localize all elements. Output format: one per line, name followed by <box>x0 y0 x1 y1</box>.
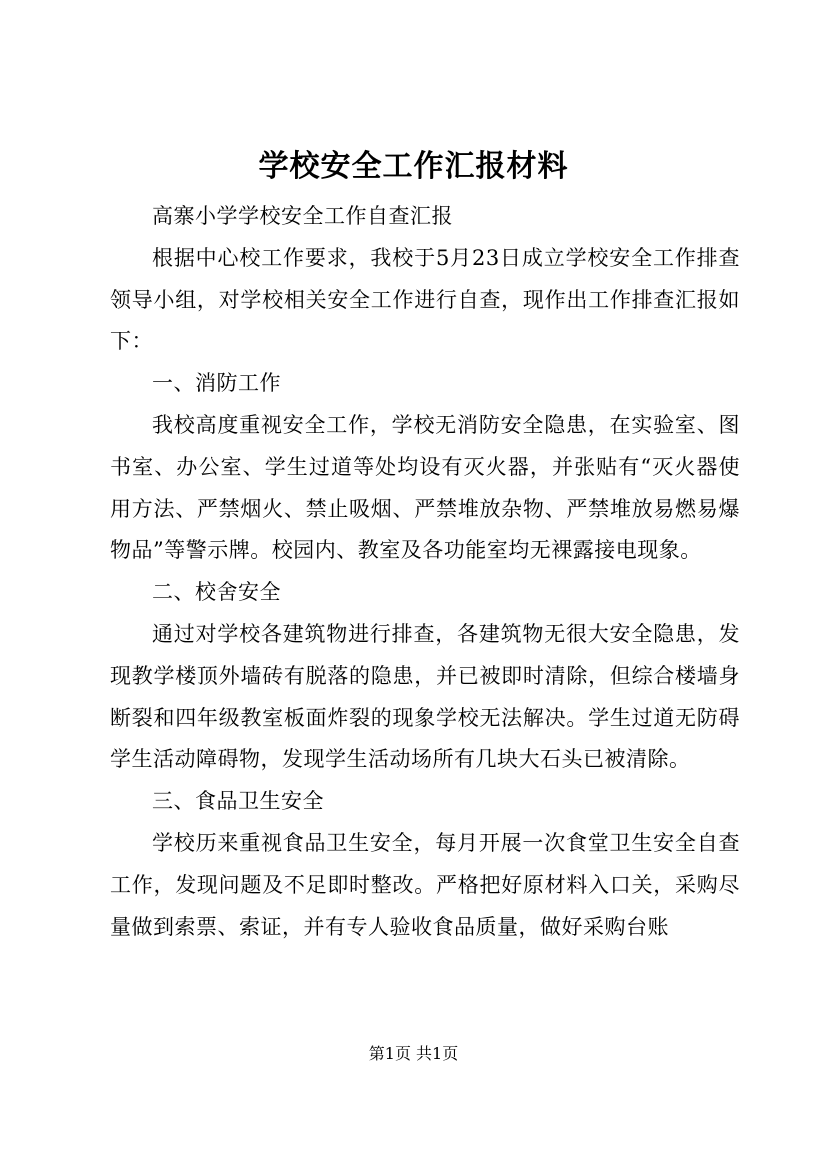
intro-paragraph: 根据中心校工作要求，我校于5月23日成立学校安全工作排查领导小组，对学校相关安全工作进行自查，现作出工作排查汇报如下： <box>110 245 740 354</box>
page-title: 学校安全工作汇报材料 <box>258 149 569 184</box>
section-heading-buildings: 二、校舍安全 <box>152 580 281 605</box>
buildings-paragraph: 通过对学校各建筑物进行排查，各建筑物无很大安全隐患，发现教学楼顶外墙砖有脱落的隐患，并已被即时清除，但综合楼墙身断裂和四年级教室板面炸裂的现象学校无法解决。学生过道无防碍学生活动障碍物，发现学生活动场所有几块大石头已被清除。 <box>110 621 740 772</box>
fire-paragraph: 我校高度重视安全工作，学校无消防安全隐患，在实验室、图书室、办公室、学生过道等处均设有灭火器，并张贴有“灭火器使用方法、严禁烟火、禁止吸烟、严禁堆放杂物、严禁堆放易燃易爆物品”等警示牌。校园内、教室及各功能室均无裸露接电现象。 <box>110 412 740 563</box>
section-heading-food: 三、食品卫生安全 <box>152 789 324 814</box>
page-footer: 第1页 共1页 <box>368 1044 459 1063</box>
food-paragraph: 学校历来重视食品卫生安全，每月开展一次食堂卫生安全自查工作，发现问题及不足即时整改。严格把好原材料入口关，采购尽量做到索票、索证，并有专人验收食品质量，做好采购台账 <box>110 830 740 939</box>
document-body <box>110 196 740 948</box>
subtitle-paragraph: 高寨小学学校安全工作自查汇报 <box>152 204 453 228</box>
section-heading-fire: 一、消防工作 <box>152 371 281 396</box>
